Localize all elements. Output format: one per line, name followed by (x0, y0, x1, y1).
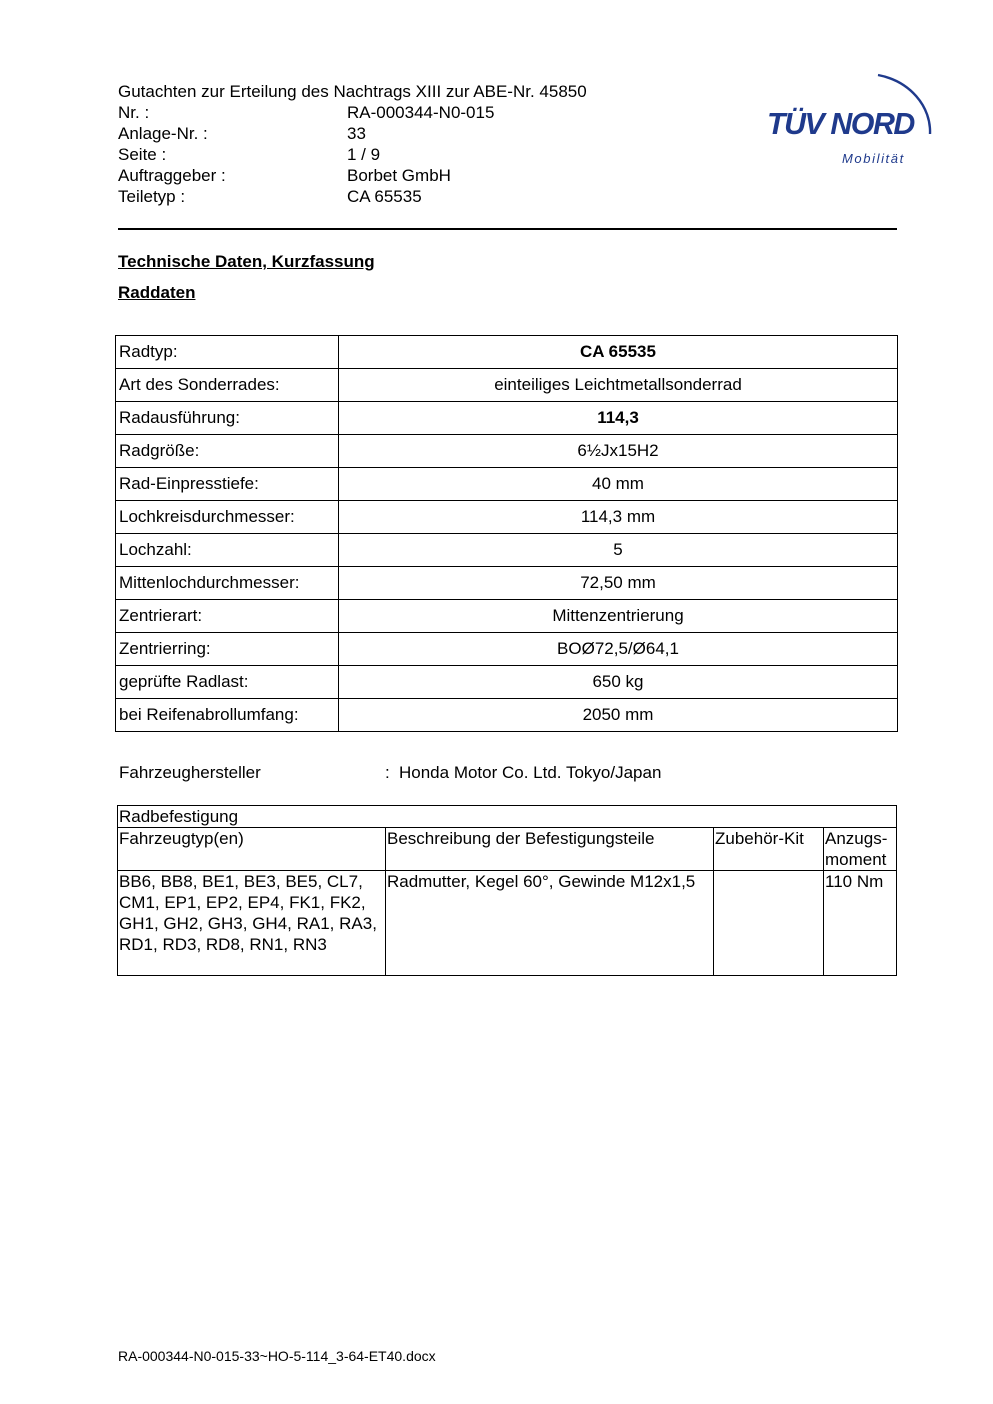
table-row (116, 501, 898, 534)
column-header: Beschreibung der Befestigungsteile (386, 828, 714, 871)
meta-value: 1 / 9 (347, 145, 381, 164)
meta-row-seite (118, 144, 494, 165)
table-row (116, 435, 898, 468)
wheel-value: einteiliges Leichtmetallsonderrad (339, 369, 898, 402)
wheel-label: Zentrierring: (116, 633, 339, 666)
meta-row-auftraggeber (118, 165, 494, 186)
meta-value: Borbet GmbH (347, 166, 451, 185)
column-header-text: Anzugs-moment (825, 829, 888, 869)
wheel-label: Radausführung: (116, 402, 339, 435)
wheel-value: 114,3 (339, 402, 898, 435)
table-header-row (118, 828, 897, 871)
manufacturer-label: Fahrzeughersteller (119, 763, 261, 782)
wheel-value: 6½Jx15H2 (339, 435, 898, 468)
meta-row-anlage (118, 123, 494, 144)
header-divider (118, 228, 897, 230)
wheel-label: Lochzahl: (116, 534, 339, 567)
meta-label: Teiletyp : (118, 187, 186, 206)
wheel-value: 114,3 mm (339, 501, 898, 534)
wheel-label: Radtyp: (116, 336, 339, 369)
fastening-table (117, 805, 897, 976)
manufacturer-separator: : (385, 763, 390, 782)
header-meta (118, 102, 494, 207)
column-header: Fahrzeugtyp(en) (118, 828, 386, 871)
wheel-label: bei Reifenabrollumfang: (116, 699, 339, 732)
meta-label: Nr. : (118, 103, 150, 122)
fastening-title: Radbefestigung (118, 806, 897, 828)
table-row (116, 666, 898, 699)
wheel-label: Zentrierart: (116, 600, 339, 633)
meta-row-nr (118, 102, 494, 123)
meta-label: Anlage-Nr. : (118, 124, 208, 143)
wheel-data-table (115, 335, 898, 732)
wheel-label: Radgröße: (116, 435, 339, 468)
meta-value: 33 (347, 124, 366, 143)
table-row (116, 369, 898, 402)
wheel-value: 40 mm (339, 468, 898, 501)
meta-value: CA 65535 (347, 187, 422, 206)
column-header (824, 828, 897, 871)
kit-cell (714, 871, 824, 976)
wheel-value: 5 (339, 534, 898, 567)
document-title: Gutachten zur Erteilung des Nachtrags XIII zur ABE-Nr. 45850 (118, 82, 587, 101)
table-row (116, 468, 898, 501)
table-row (118, 871, 897, 976)
wheel-value: Mittenzentrierung (339, 600, 898, 633)
vehicle-manufacturer (119, 763, 661, 783)
wheel-label: Mittenlochdurchmesser: (116, 567, 339, 600)
logo-wordmark: TÜV NORD (767, 106, 914, 141)
table-row (116, 699, 898, 732)
meta-row-teiletyp (118, 186, 494, 207)
vehicle-types-cell: BB6, BB8, BE1, BE3, BE5, CL7, CM1, EP1, EP2, EP4, FK1, FK2, GH1, GH2, GH3, GH4, RA1, RA3, RD1, RD3, RD8, RN1, RN3 (118, 871, 386, 976)
footer-filename: RA-000344-N0-015-33~HO-5-114_3-64-ET40.docx (118, 1348, 436, 1364)
description-cell: Radmutter, Kegel 60°, Gewinde M12x1,5 (386, 871, 714, 976)
section-heading-technical: Technische Daten, Kurzfassung (118, 252, 375, 271)
wheel-label: Art des Sonderrades: (116, 369, 339, 402)
section-heading-wheel: Raddaten (118, 283, 196, 302)
table-title-row (118, 806, 897, 828)
wheel-value: 650 kg (339, 666, 898, 699)
wheel-label: Rad-Einpresstiefe: (116, 468, 339, 501)
wheel-label: geprüfte Radlast: (116, 666, 339, 699)
table-row (116, 336, 898, 369)
table-row (116, 402, 898, 435)
table-row (116, 567, 898, 600)
tuv-nord-logo (760, 56, 945, 176)
torque-cell: 110 Nm (824, 871, 897, 976)
table-row (116, 633, 898, 666)
wheel-value: CA 65535 (339, 336, 898, 369)
wheel-label: Lochkreisdurchmesser: (116, 501, 339, 534)
meta-label: Seite : (118, 145, 167, 164)
table-row (116, 534, 898, 567)
table-row (116, 600, 898, 633)
wheel-value: 72,50 mm (339, 567, 898, 600)
wheel-value: 2050 mm (339, 699, 898, 732)
manufacturer-value: Honda Motor Co. Ltd. Tokyo/Japan (399, 763, 662, 782)
meta-label: Auftraggeber : (118, 166, 226, 185)
column-header: Zubehör-Kit (714, 828, 824, 871)
wheel-value: BOØ72,5/Ø64,1 (339, 633, 898, 666)
meta-value: RA-000344-N0-015 (347, 103, 495, 122)
logo-subtitle: Mobilität (842, 151, 905, 166)
